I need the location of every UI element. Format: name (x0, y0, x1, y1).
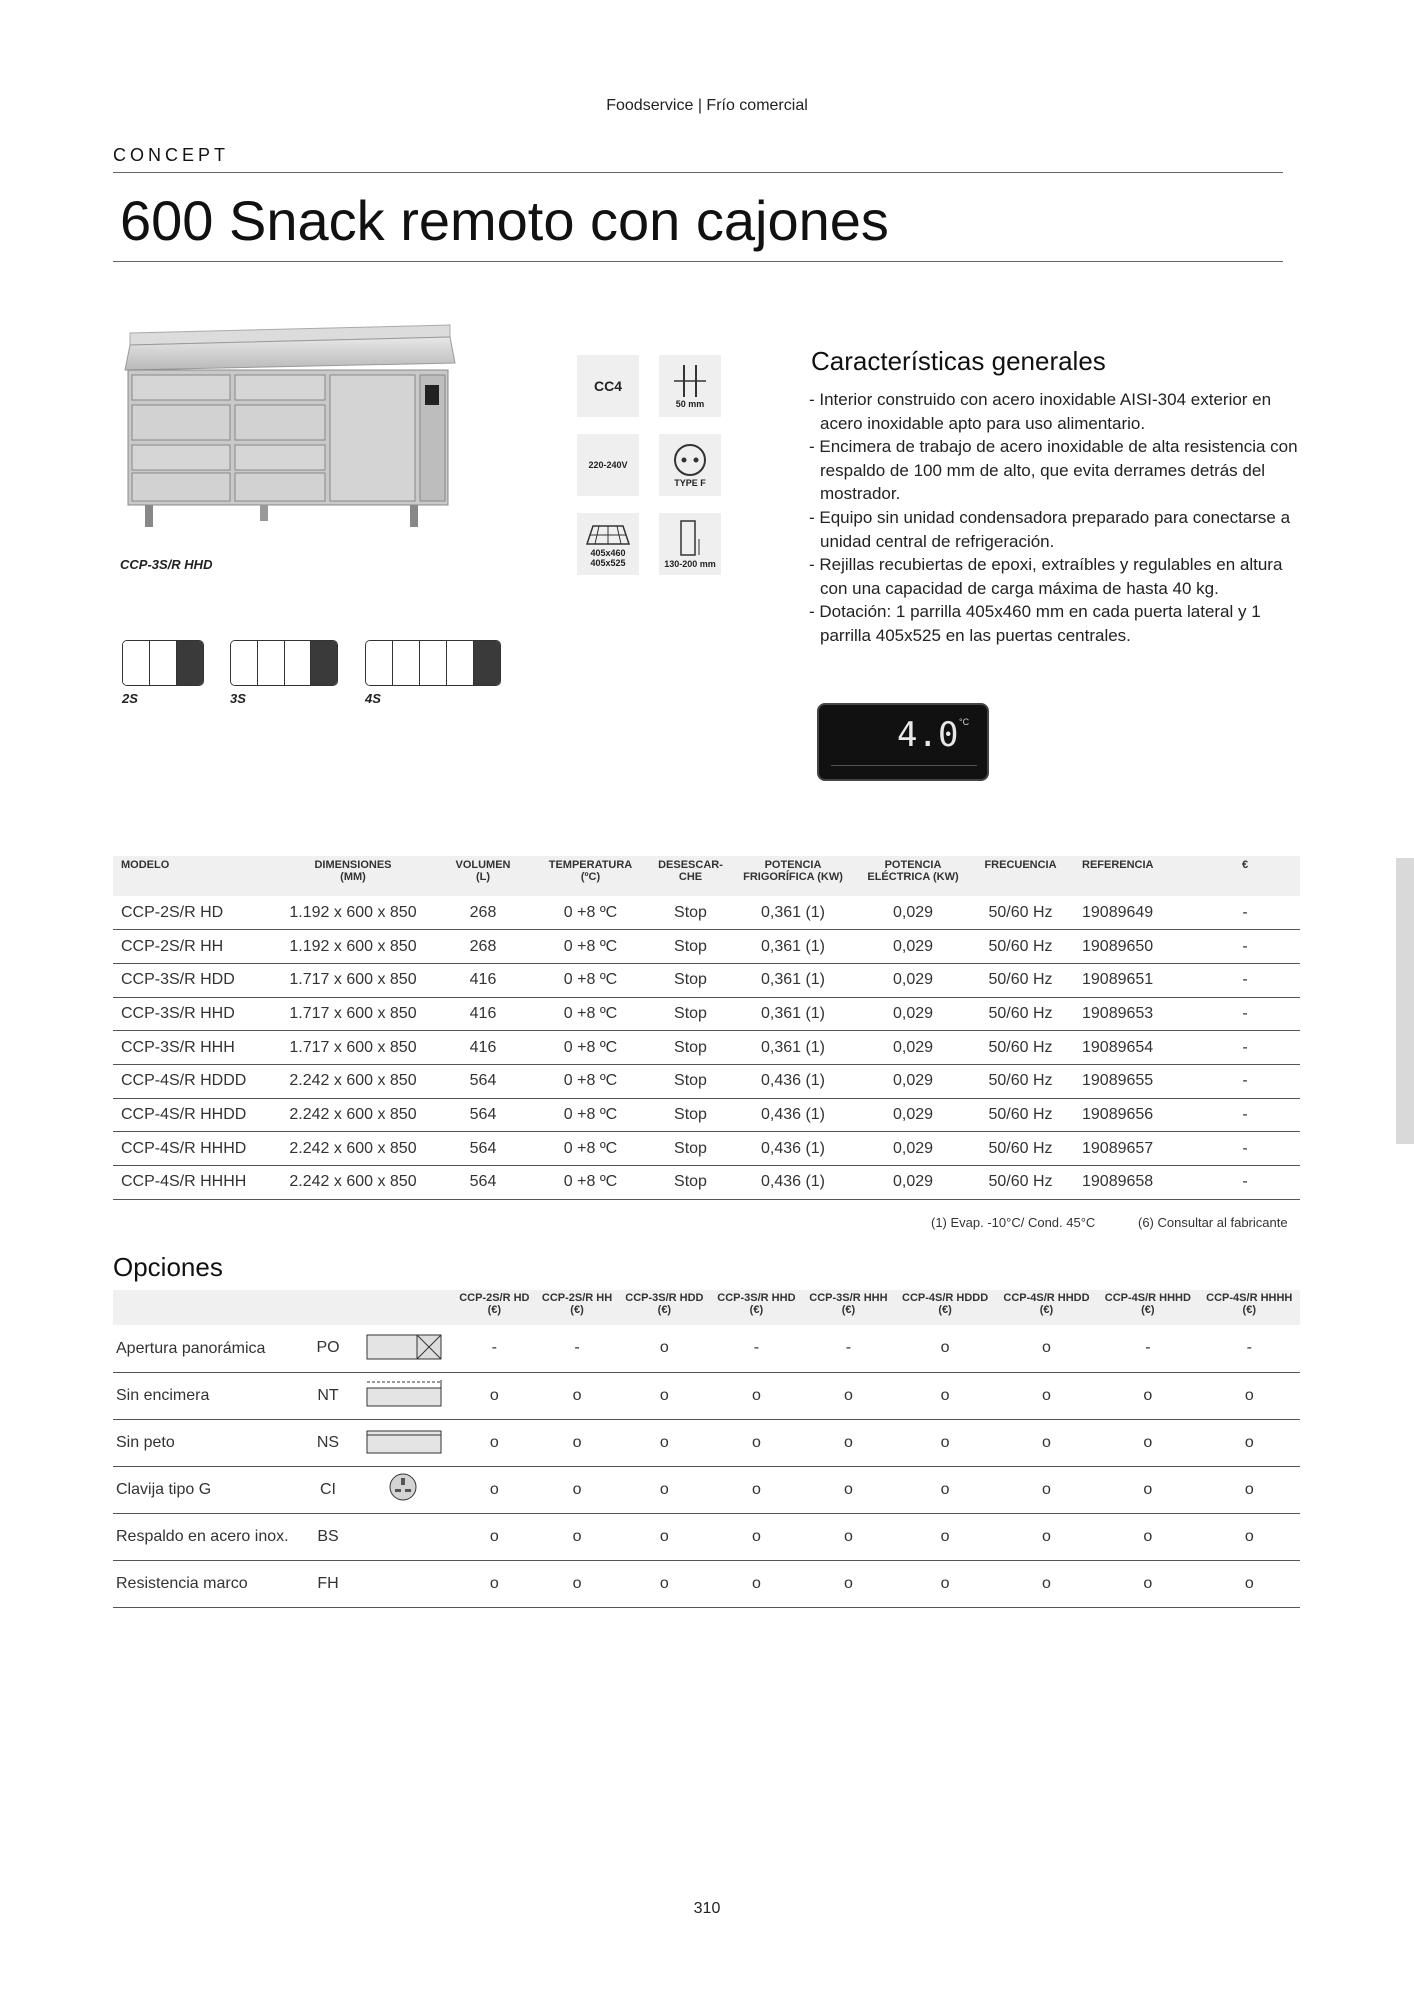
option-availability: o (536, 1419, 619, 1466)
cell-precio: - (1190, 1098, 1300, 1132)
option-availability: o (453, 1372, 536, 1419)
characteristics-title: Características generales (811, 346, 1106, 376)
plug-glyph (672, 442, 708, 478)
option-availability: o (618, 1560, 710, 1607)
option-availability: o (894, 1325, 995, 1372)
option-availability: o (894, 1466, 995, 1513)
cell-modelo: CCP-4S/R HHHH (113, 1166, 273, 1200)
cell-referencia: 19089649 (1068, 896, 1190, 930)
table-row (113, 1166, 1300, 1200)
cell-referencia: 19089650 (1068, 930, 1190, 964)
option-availability: o (1199, 1560, 1300, 1607)
models-table (113, 856, 1300, 1200)
cell-volumen: 268 (433, 930, 533, 964)
cell-desescarche: Stop (648, 963, 733, 997)
cell-precio: - (1190, 963, 1300, 997)
cell-dimensiones: 2.242 x 600 x 850 (273, 1064, 433, 1098)
col-volumen: VOLUMEN (L) (433, 856, 533, 896)
config-3s-drawing (230, 640, 338, 686)
option-code: CI (303, 1466, 353, 1513)
options-table (113, 1290, 1300, 1608)
cell-potencia-electrica: 0,029 (853, 1031, 973, 1065)
product-image (120, 315, 460, 535)
panoramic-door-icon (363, 1331, 443, 1361)
option-icon-cell (353, 1560, 453, 1607)
option-availability: o (453, 1560, 536, 1607)
table-row (113, 1031, 1300, 1065)
option-availability: o (802, 1560, 894, 1607)
option-availability: o (453, 1466, 536, 1513)
voltage-label: 220-240V (588, 460, 628, 470)
footnote-evap: (1) Evap. -10°C/ Cond. 45°C (931, 1215, 1096, 1230)
cell-temperatura: 0 +8 ºC (533, 963, 648, 997)
cell-potencia-electrica: 0,029 (853, 1132, 973, 1166)
option-availability: - (802, 1325, 894, 1372)
config-3s-label: 3S (230, 691, 246, 706)
cell-volumen: 416 (433, 1031, 533, 1065)
page-number: 310 (693, 1900, 721, 1917)
characteristic-item: - Interior construido con acero inoxidable AISI-304 exterior en acero inoxidable apto para uso alimentario. (809, 390, 1272, 433)
cell-frecuencia: 50/60 Hz (973, 896, 1068, 930)
cell-potencia-frigorifica: 0,361 (1) (733, 930, 853, 964)
characteristic-item: - Encimera de trabajo de acero inoxidable de alta resistencia con respaldo de 100 mm de alto, que evita derrames detrás del mostrador. (809, 437, 1298, 504)
plug-icon (659, 434, 721, 496)
cell-referencia: 19089653 (1068, 997, 1190, 1031)
option-availability: o (802, 1372, 894, 1419)
feet-glyph (670, 363, 710, 399)
height-glyph (675, 519, 705, 559)
option-code: PO (303, 1325, 353, 1372)
table-row (113, 963, 1300, 997)
thermostat-display (817, 703, 989, 781)
product-caption: CCP-3S/R HHD (120, 557, 213, 572)
cell-temperatura: 0 +8 ºC (533, 1098, 648, 1132)
characteristic-item: - Equipo sin unidad condensadora preparado para conectarse a unidad central de refrigeración. (809, 507, 1291, 551)
cell-desescarche: Stop (648, 1098, 733, 1132)
cell-temperatura: 0 +8 ºC (533, 896, 648, 930)
characteristic-item: - Rejillas recubiertas de epoxi, extraíbles y regulables en altura con una capacidad de carga máxima de hasta 40 kg. (809, 555, 1283, 598)
grid-label-1: 405x460 (590, 548, 626, 558)
option-availability: o (710, 1513, 802, 1560)
cell-temperatura: 0 +8 ºC (533, 997, 648, 1031)
option-icon-cell (353, 1466, 453, 1513)
cell-potencia-frigorifica: 0,436 (1) (733, 1166, 853, 1200)
table-row (113, 1098, 1300, 1132)
option-availability: o (710, 1466, 802, 1513)
option-availability: o (1097, 1372, 1198, 1419)
cell-volumen: 564 (433, 1064, 533, 1098)
feet-label: 50 mm (675, 399, 705, 409)
option-availability: o (996, 1466, 1097, 1513)
cell-potencia-electrica: 0,029 (853, 1098, 973, 1132)
cell-referencia: 19089654 (1068, 1031, 1190, 1065)
cell-frecuencia: 50/60 Hz (973, 1132, 1068, 1166)
option-name: Resistencia marco (113, 1560, 303, 1607)
no-splashback-icon (363, 1425, 443, 1455)
config-4s-label: 4S (365, 691, 381, 706)
section-label: CONCEPT (113, 145, 230, 165)
config-2s-label: 2S (122, 691, 138, 706)
cell-modelo: CCP-2S/R HD (113, 896, 273, 930)
cell-precio: - (1190, 896, 1300, 930)
table-row (113, 997, 1300, 1031)
option-availability: - (1097, 1325, 1198, 1372)
col-modelo: MODELO (113, 856, 273, 896)
page-title: 600 Snack remoto con cajones (120, 189, 889, 252)
divider (113, 172, 1283, 173)
option-availability: o (996, 1372, 1097, 1419)
table-row (113, 1064, 1300, 1098)
option-row (113, 1466, 1300, 1513)
option-code: FH (303, 1560, 353, 1607)
option-row (113, 1560, 1300, 1607)
cell-volumen: 416 (433, 963, 533, 997)
cell-temperatura: 0 +8 ºC (533, 1166, 648, 1200)
cell-potencia-electrica: 0,029 (853, 1064, 973, 1098)
cell-precio: - (1190, 1064, 1300, 1098)
col-temperatura: TEMPERATURA (ºC) (533, 856, 648, 896)
characteristics-list (809, 388, 1309, 648)
option-availability: o (894, 1372, 995, 1419)
option-availability: - (536, 1325, 619, 1372)
cell-volumen: 416 (433, 997, 533, 1031)
cell-frecuencia: 50/60 Hz (973, 997, 1068, 1031)
grid-icon (577, 513, 639, 575)
opt-col-model: CCP-4S/R HHHD (€) (1097, 1290, 1198, 1325)
cell-modelo: CCP-3S/R HDD (113, 963, 273, 997)
cell-volumen: 564 (433, 1166, 533, 1200)
cell-potencia-frigorifica: 0,361 (1) (733, 1031, 853, 1065)
compressor-label: CC4 (593, 378, 622, 394)
display-reading: 4.0 (897, 715, 959, 755)
option-availability: o (618, 1325, 710, 1372)
cell-temperatura: 0 +8 ºC (533, 930, 648, 964)
opt-col-model: CCP-3S/R HHH (€) (802, 1290, 894, 1325)
option-availability: o (710, 1372, 802, 1419)
option-availability: o (1097, 1560, 1198, 1607)
cell-modelo: CCP-4S/R HHDD (113, 1098, 273, 1132)
table-row (113, 930, 1300, 964)
display-divider (831, 765, 977, 766)
cell-desescarche: Stop (648, 896, 733, 930)
option-availability: - (1199, 1325, 1300, 1372)
height-icon (659, 513, 721, 575)
cell-dimensiones: 1.192 x 600 x 850 (273, 930, 433, 964)
col-precio: € (1190, 856, 1300, 896)
option-availability: o (453, 1513, 536, 1560)
cell-temperatura: 0 +8 ºC (533, 1064, 648, 1098)
col-dimensiones: DIMENSIONES (MM) (273, 856, 433, 896)
cell-precio: - (1190, 1166, 1300, 1200)
option-availability: o (894, 1419, 995, 1466)
option-availability: o (1199, 1466, 1300, 1513)
opt-col-name (113, 1290, 303, 1325)
cell-volumen: 564 (433, 1132, 533, 1166)
cell-referencia: 19089658 (1068, 1166, 1190, 1200)
cell-modelo: CCP-3S/R HHD (113, 997, 273, 1031)
option-availability: o (1199, 1513, 1300, 1560)
cell-potencia-electrica: 0,029 (853, 963, 973, 997)
cell-dimensiones: 1.717 x 600 x 850 (273, 997, 433, 1031)
cell-referencia: 19089651 (1068, 963, 1190, 997)
config-4s-drawing (365, 640, 501, 686)
compressor-icon (577, 355, 639, 417)
option-icon-cell (353, 1513, 453, 1560)
cell-modelo: CCP-4S/R HDDD (113, 1064, 273, 1098)
cell-frecuencia: 50/60 Hz (973, 1064, 1068, 1098)
cell-potencia-frigorifica: 0,361 (1) (733, 896, 853, 930)
col-desescarche: DESESCAR- CHE (648, 856, 733, 896)
opt-col-model: CCP-3S/R HDD (€) (618, 1290, 710, 1325)
cell-desescarche: Stop (648, 997, 733, 1031)
option-availability: o (536, 1513, 619, 1560)
cell-precio: - (1190, 1132, 1300, 1166)
cell-desescarche: Stop (648, 1132, 733, 1166)
option-row (113, 1325, 1300, 1372)
voltage-icon (577, 434, 639, 496)
option-code: NS (303, 1419, 353, 1466)
side-tab (1396, 858, 1414, 1144)
cell-frecuencia: 50/60 Hz (973, 1031, 1068, 1065)
cell-potencia-electrica: 0,029 (853, 1166, 973, 1200)
option-name: Respaldo en acero inox. (113, 1513, 303, 1560)
cell-potencia-frigorifica: 0,361 (1) (733, 997, 853, 1031)
table-row (113, 896, 1300, 930)
option-availability: o (996, 1419, 1097, 1466)
cell-potencia-frigorifica: 0,436 (1) (733, 1098, 853, 1132)
cell-referencia: 19089655 (1068, 1064, 1190, 1098)
col-referencia: REFERENCIA (1068, 856, 1190, 896)
table-row (113, 1132, 1300, 1166)
option-availability: o (894, 1560, 995, 1607)
cell-desescarche: Stop (648, 1064, 733, 1098)
option-icon-cell (353, 1325, 453, 1372)
cell-potencia-frigorifica: 0,361 (1) (733, 963, 853, 997)
characteristic-item: - Dotación: 1 parrilla 405x460 mm en cada puerta lateral y 1 parrilla 405x525 en las puertas centrales. (809, 602, 1261, 645)
option-availability: o (996, 1325, 1097, 1372)
opt-col-model: CCP-2S/R HH (€) (536, 1290, 619, 1325)
option-availability: o (996, 1560, 1097, 1607)
option-availability: o (1097, 1419, 1198, 1466)
no-worktop-icon (363, 1378, 443, 1408)
cell-dimensiones: 2.242 x 600 x 850 (273, 1098, 433, 1132)
col-potencia-frigorifica: POTENCIA FRIGORÍFICA (KW) (733, 856, 853, 896)
option-availability: o (802, 1466, 894, 1513)
option-name: Clavija tipo G (113, 1466, 303, 1513)
cell-modelo: CCP-4S/R HHHD (113, 1132, 273, 1166)
option-row (113, 1513, 1300, 1560)
cell-volumen: 268 (433, 896, 533, 930)
option-availability: o (894, 1513, 995, 1560)
cell-referencia: 19089657 (1068, 1132, 1190, 1166)
opt-col-model: CCP-4S/R HDDD (€) (894, 1290, 995, 1325)
option-availability: o (1097, 1466, 1198, 1513)
cell-temperatura: 0 +8 ºC (533, 1031, 648, 1065)
divider (113, 261, 1283, 262)
option-availability: o (618, 1466, 710, 1513)
cell-precio: - (1190, 1031, 1300, 1065)
cell-frecuencia: 50/60 Hz (973, 963, 1068, 997)
option-availability: o (618, 1419, 710, 1466)
col-frecuencia: FRECUENCIA (973, 856, 1068, 896)
cell-precio: - (1190, 997, 1300, 1031)
option-name: Sin peto (113, 1419, 303, 1466)
cell-frecuencia: 50/60 Hz (973, 930, 1068, 964)
option-code: NT (303, 1372, 353, 1419)
option-availability: o (996, 1513, 1097, 1560)
opt-col-model: CCP-4S/R HHHH (€) (1199, 1290, 1300, 1325)
option-name: Sin encimera (113, 1372, 303, 1419)
display-unit: °C (959, 717, 970, 727)
option-availability: o (1097, 1513, 1198, 1560)
option-code: BS (303, 1513, 353, 1560)
option-icon-cell (353, 1372, 453, 1419)
option-availability: o (1199, 1372, 1300, 1419)
cell-potencia-electrica: 0,029 (853, 930, 973, 964)
cell-dimensiones: 1.717 x 600 x 850 (273, 1031, 433, 1065)
cell-potencia-electrica: 0,029 (853, 997, 973, 1031)
option-row (113, 1372, 1300, 1419)
opt-col-model: CCP-4S/R HHDD (€) (996, 1290, 1097, 1325)
cell-temperatura: 0 +8 ºC (533, 1132, 648, 1166)
cell-dimensiones: 2.242 x 600 x 850 (273, 1132, 433, 1166)
header-breadcrumb: Foodservice | Frío comercial (606, 97, 808, 114)
opt-col-model: CCP-3S/R HHD (€) (710, 1290, 802, 1325)
config-2s-drawing (122, 640, 204, 686)
option-availability: o (453, 1419, 536, 1466)
option-row (113, 1419, 1300, 1466)
option-availability: - (710, 1325, 802, 1372)
plug-label: TYPE F (674, 478, 706, 488)
cell-frecuencia: 50/60 Hz (973, 1166, 1068, 1200)
cell-precio: - (1190, 930, 1300, 964)
cell-desescarche: Stop (648, 1166, 733, 1200)
height-label: 130-200 mm (664, 559, 716, 569)
cell-desescarche: Stop (648, 930, 733, 964)
option-availability: o (536, 1560, 619, 1607)
cell-dimensiones: 1.717 x 600 x 850 (273, 963, 433, 997)
cell-referencia: 19089656 (1068, 1098, 1190, 1132)
cell-modelo: CCP-2S/R HH (113, 930, 273, 964)
cell-frecuencia: 50/60 Hz (973, 1098, 1068, 1132)
option-icon-cell (353, 1419, 453, 1466)
option-availability: o (802, 1513, 894, 1560)
grid-glyph (583, 520, 633, 548)
cell-potencia-frigorifica: 0,436 (1) (733, 1064, 853, 1098)
footnote-consultar: (6) Consultar al fabricante (1138, 1215, 1288, 1230)
feet-icon (659, 355, 721, 417)
option-name: Apertura panorámica (113, 1325, 303, 1372)
option-availability: o (618, 1372, 710, 1419)
option-availability: o (536, 1466, 619, 1513)
cell-dimensiones: 1.192 x 600 x 850 (273, 896, 433, 930)
plug-g-icon (363, 1472, 443, 1502)
option-availability: o (536, 1372, 619, 1419)
opt-col-icon (353, 1290, 453, 1325)
options-title: Opciones (113, 1252, 223, 1282)
cell-potencia-electrica: 0,029 (853, 896, 973, 930)
cell-desescarche: Stop (648, 1031, 733, 1065)
option-availability: o (1199, 1419, 1300, 1466)
cell-volumen: 564 (433, 1098, 533, 1132)
col-potencia-electrica: POTENCIA ELÉCTRICA (KW) (853, 856, 973, 896)
cell-potencia-frigorifica: 0,436 (1) (733, 1132, 853, 1166)
option-availability: - (453, 1325, 536, 1372)
option-availability: o (710, 1419, 802, 1466)
opt-col-model: CCP-2S/R HD (€) (453, 1290, 536, 1325)
opt-col-code (303, 1290, 353, 1325)
grid-label-2: 405x525 (590, 558, 626, 568)
option-availability: o (618, 1513, 710, 1560)
cell-dimensiones: 2.242 x 600 x 850 (273, 1166, 433, 1200)
option-availability: o (710, 1560, 802, 1607)
cell-modelo: CCP-3S/R HHH (113, 1031, 273, 1065)
option-availability: o (802, 1419, 894, 1466)
